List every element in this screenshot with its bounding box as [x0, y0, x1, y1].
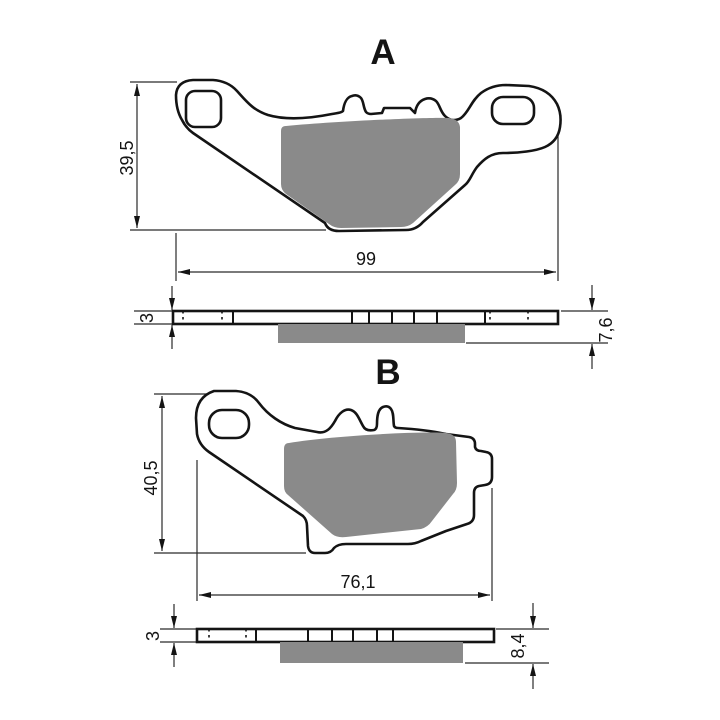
pad-b-backing-plate [197, 629, 494, 642]
dim-b-total-thickness [465, 603, 549, 689]
figure-a-label: A [370, 33, 396, 72]
dim-b-height-label: 40,5 [141, 460, 161, 496]
dim-a-backing-thickness-label: 3 [137, 312, 157, 324]
figure-b-label: B [375, 353, 401, 392]
dim-a-width-label: 99 [355, 249, 377, 269]
dim-b-backing-thickness [160, 604, 198, 667]
dim-a-height-label: 39,5 [117, 140, 137, 176]
pad-a-side-view [173, 311, 558, 343]
pad-b-friction-side [280, 642, 463, 663]
dim-a-total-thickness-label: 7,6 [596, 317, 616, 343]
dim-b-total-thickness-label: 8,4 [508, 633, 528, 659]
pad-b-side-view [197, 629, 494, 663]
pad-b-top-view [196, 391, 492, 553]
pad-a-top-view [176, 80, 561, 231]
pad-b-mount-hole [209, 410, 249, 438]
dim-b-backing-thickness-label: 3 [143, 630, 163, 642]
dim-a-total-thickness [466, 285, 608, 369]
pad-a-backing-plate [173, 311, 558, 324]
pad-a-friction-side [278, 324, 465, 343]
dim-b-width-label: 76,1 [340, 572, 376, 592]
pad-a-right-mount-hole [492, 97, 534, 124]
pad-a-left-mount-hole [186, 91, 221, 127]
